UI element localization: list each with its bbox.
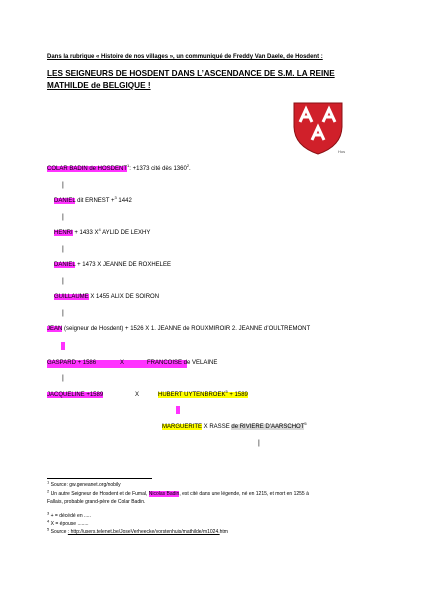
footnote-text: X = épouse ........ bbox=[49, 521, 89, 527]
descent-pipe: | bbox=[62, 246, 64, 253]
footnote-text: Source: gw.geneanet.org/nobily bbox=[49, 482, 121, 488]
gen-text: HUBERT UYTENBROEK bbox=[158, 392, 226, 398]
gen-text: + 1589 bbox=[227, 392, 248, 398]
footnote-text: + = décédé en ..... bbox=[49, 513, 91, 519]
gen-line-5 bbox=[54, 294, 159, 300]
footnote-ref[interactable]: 4 bbox=[98, 227, 101, 232]
footnote-3 bbox=[47, 510, 91, 519]
source-link[interactable]: : http://users.telenet.be/JoseVerheecke/vorstenhuis/mathilde/m1024. bbox=[67, 529, 220, 535]
name-gaspard: GASPARD + 1586 bbox=[47, 360, 97, 366]
page-title: LES SEIGNEURS DE HOSDENT DANS L’ASCENDANCE DE S.M. LA REINE MATHILDE de BELGIQUE ! bbox=[47, 69, 335, 90]
footnote-text: Un autre Seigneur de Hosdent et de Fumal, bbox=[49, 491, 149, 497]
footnote-2 bbox=[47, 488, 309, 497]
marriage-x: X bbox=[120, 360, 125, 366]
descent-pipe: | bbox=[62, 278, 64, 285]
coat-of-arms-image bbox=[290, 100, 346, 156]
footnote-ref[interactable]: 5 bbox=[225, 389, 228, 394]
gen-line-1 bbox=[47, 163, 191, 172]
gen-text: AYLID DE LEXHY bbox=[100, 230, 151, 236]
footnote-1 bbox=[47, 479, 121, 488]
gen-text: X RASSE bbox=[202, 424, 232, 430]
name-daniel: DANIEL bbox=[54, 198, 76, 204]
footnote-ref[interactable]: 1 bbox=[127, 163, 130, 168]
footnote-ref[interactable]: 2 bbox=[186, 163, 190, 168]
gen-text: (seigneur de Hosdent) + 1526 X 1. JEANNE de ROUXMIROIR 2. JEANNE d’OULTREMONT bbox=[62, 326, 311, 332]
footnote-4 bbox=[47, 518, 89, 527]
name-francoise: FRANCOISE de VELAINE bbox=[147, 360, 218, 366]
descent-marker bbox=[176, 406, 180, 414]
name-marguerite: MARGUERITE bbox=[162, 424, 203, 430]
gen-text: + 1473 X JEANNE DE ROXHELEE bbox=[75, 262, 171, 268]
marriage-x: X bbox=[135, 392, 140, 398]
name-riviere: de RIVIERE D’AARSCHOT bbox=[231, 424, 305, 430]
gen-line-9 bbox=[162, 421, 307, 430]
footnote-number: 5 bbox=[47, 526, 50, 532]
name-jacqueline: JACQUELINE +1589 bbox=[47, 392, 104, 398]
name-nicolas-badin: Nicolas Badin bbox=[148, 491, 180, 497]
gen-line-6 bbox=[47, 326, 310, 332]
footnote-ref[interactable]: 3 bbox=[114, 195, 117, 200]
footnote-number: 1 bbox=[47, 479, 50, 485]
name-daniel-2: DANIEL bbox=[54, 262, 76, 268]
article-header: Dans la rubrique « Histoire de nos villages », un communiqué de Freddy Van Daele, de Hosdent : bbox=[47, 54, 323, 60]
descent-marker bbox=[61, 342, 65, 350]
name-hubert bbox=[158, 389, 248, 398]
gen-text: . bbox=[189, 166, 191, 172]
footnote-number: 2 bbox=[47, 488, 50, 494]
name-henri: HENRI bbox=[54, 230, 73, 236]
gen-line-3 bbox=[54, 227, 151, 236]
gen-text: dit ERNEST + bbox=[75, 198, 115, 204]
footnote-5 bbox=[47, 526, 228, 535]
descent-pipe: | bbox=[62, 182, 64, 189]
footnote-ref[interactable]: 5 bbox=[304, 421, 307, 426]
gen-text: + 1433 X bbox=[72, 230, 99, 236]
footnote-divider bbox=[47, 478, 152, 479]
gen-text: : +1373 cité dès 1360 bbox=[129, 166, 187, 172]
footnote-text: Source bbox=[49, 529, 68, 535]
footnote-number: 3 bbox=[47, 510, 50, 516]
gen-line-4 bbox=[54, 262, 171, 268]
descent-pipe: | bbox=[62, 375, 64, 382]
descent-pipe: | bbox=[258, 440, 260, 447]
name-colar-badin: COLAR BADIN de HOSDENT bbox=[47, 166, 128, 172]
footnote-number: 4 bbox=[47, 518, 50, 524]
gen-text: 1442 bbox=[116, 198, 132, 204]
gen-line-8 bbox=[158, 389, 248, 398]
gen-line-2 bbox=[54, 195, 132, 204]
footnote-2-cont: Fallais, probable grand-père de Colar Badin. bbox=[47, 499, 146, 505]
name-jean: JEAN bbox=[47, 326, 63, 332]
svg-text:Hos: Hos bbox=[338, 149, 346, 154]
gen-text: X 1455 ALIX DE SOIRON bbox=[88, 294, 160, 300]
descent-pipe: | bbox=[62, 214, 64, 221]
footnote-text: , est cité dans une légende, né en 1215, et mort en 1255 à bbox=[179, 491, 309, 497]
name-guillaume: GUILLAUME bbox=[54, 294, 89, 300]
descent-pipe: | bbox=[62, 310, 64, 317]
footnote-text: htm bbox=[219, 529, 228, 535]
